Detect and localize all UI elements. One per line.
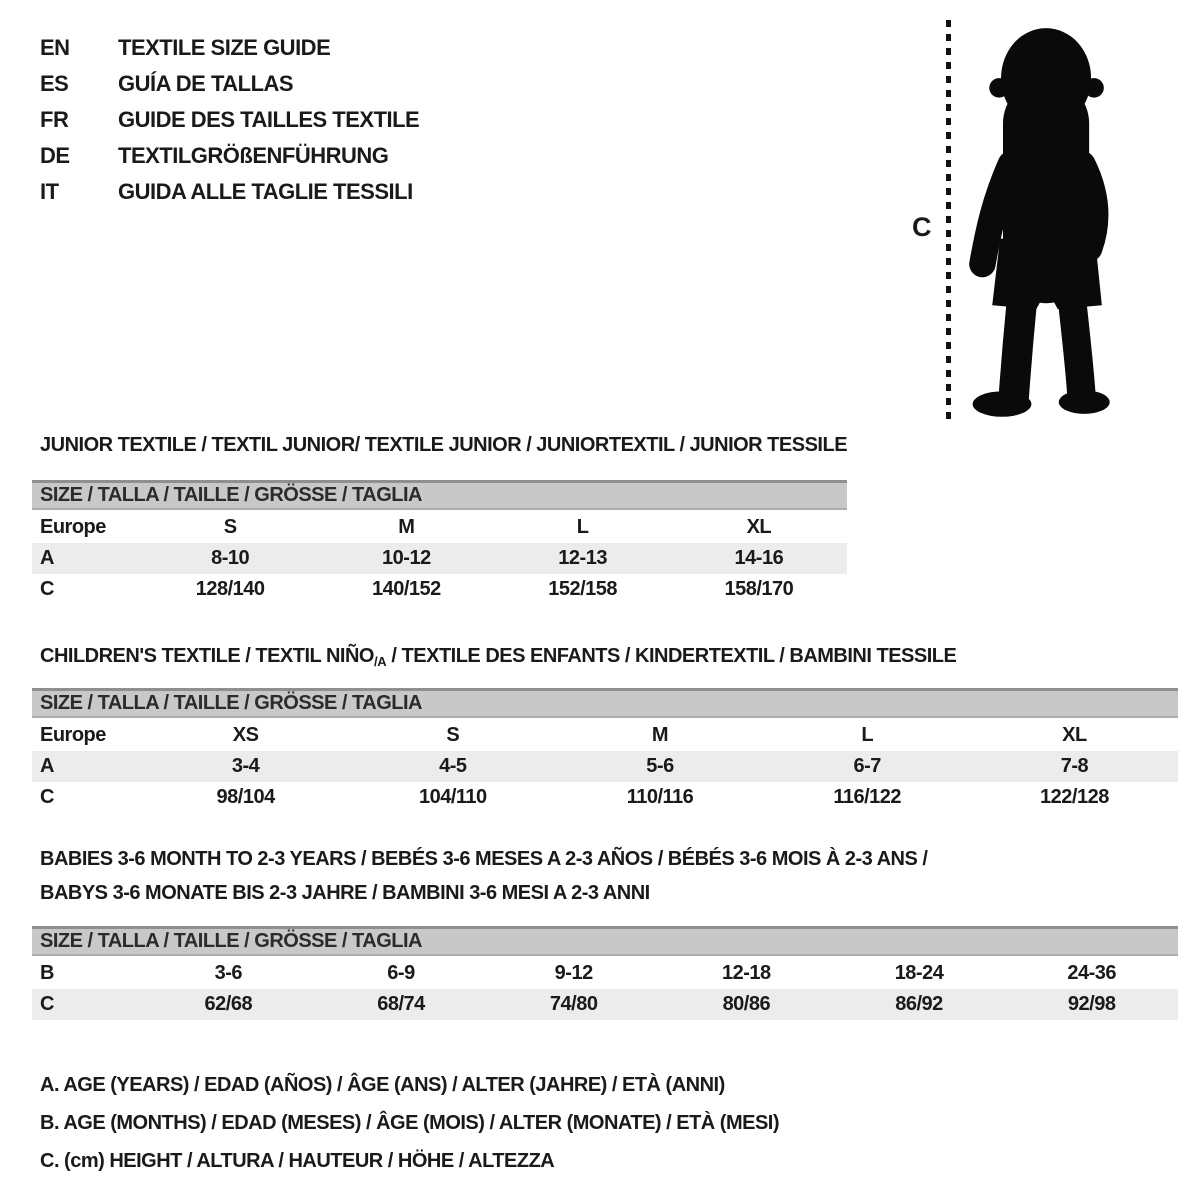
table-row — [32, 720, 1178, 751]
table-row — [32, 512, 847, 543]
age-cell: 6-9 — [387, 962, 415, 984]
junior-section-title: JUNIOR TEXTILE / TEXTIL JUNIOR/ TEXTILE JUNIOR / JUNIORTEXTIL / JUNIOR TESSILE — [40, 434, 848, 456]
row-label: B — [40, 962, 54, 984]
height-cell: 128/140 — [195, 578, 265, 600]
language-title-list — [40, 30, 419, 210]
height-cell: 152/158 — [548, 578, 618, 600]
age-cell: 10-12 — [382, 547, 431, 569]
list-item — [40, 138, 419, 174]
height-cell: 116/122 — [833, 786, 902, 808]
language-code: DE — [40, 143, 70, 168]
size-cell: M — [651, 724, 669, 746]
height-measure-dashed-line — [946, 20, 951, 420]
size-cell: XS — [232, 724, 259, 746]
size-header-band: SIZE / TALLA / TAILLE / GRÖSSE / TAGLIA — [32, 926, 1178, 956]
children-title-main: CHILDREN'S TEXTILE / TEXTIL NIÑO — [40, 645, 374, 667]
table-row — [32, 574, 847, 605]
size-cell: L — [576, 516, 589, 538]
babies-size-table — [32, 926, 1178, 1020]
age-cell: 12-13 — [558, 547, 607, 569]
language-code: IT — [40, 179, 59, 204]
children-size-table — [32, 688, 1178, 813]
legend-line-b: B. AGE (MONTHS) / EDAD (MESES) / ÂGE (MOIS) / ALTER (MONATE) / ETÀ (MESI) — [40, 1112, 780, 1134]
size-cell: XL — [746, 516, 772, 538]
age-cell: 9-12 — [554, 962, 593, 984]
age-cell: 18-24 — [894, 962, 944, 984]
height-cell: 74/80 — [549, 993, 598, 1015]
age-cell: 12-18 — [722, 962, 771, 984]
age-cell: 14-16 — [734, 547, 784, 569]
table-row — [32, 782, 1178, 813]
size-header-band: SIZE / TALLA / TAILLE / GRÖSSE / TAGLIA — [32, 688, 1178, 718]
row-label: A — [40, 755, 54, 777]
height-cell: 158/170 — [724, 578, 794, 600]
table-row — [32, 989, 1178, 1020]
row-label: C — [40, 993, 54, 1015]
language-code: ES — [40, 71, 69, 96]
height-cell: 122/128 — [1040, 786, 1109, 808]
guide-title: TEXTILGRÖßENFÜHRUNG — [118, 143, 389, 168]
size-cell: S — [223, 516, 237, 538]
measurement-legend — [40, 1066, 779, 1180]
age-cell: 5-6 — [646, 755, 674, 777]
language-code: FR — [40, 107, 69, 132]
children-section-title — [40, 645, 956, 668]
age-cell: 3-4 — [231, 755, 260, 777]
language-code: EN — [40, 35, 70, 60]
row-label: Europe — [40, 724, 106, 746]
height-cell: 98/104 — [216, 786, 275, 808]
height-cell: 92/98 — [1067, 993, 1116, 1015]
size-cell: XL — [1062, 724, 1087, 746]
height-cell: 140/152 — [371, 578, 441, 600]
children-title-sub: /A — [373, 654, 387, 669]
age-cell: 8-10 — [211, 547, 250, 569]
guide-title: TEXTILE SIZE GUIDE — [118, 35, 331, 60]
junior-size-table — [32, 480, 847, 605]
guide-title: GUIDE DES TAILLES TEXTILE — [118, 107, 420, 132]
age-cell: 24-36 — [1067, 962, 1117, 984]
height-cell: 68/74 — [377, 993, 425, 1015]
babies-title-line1: BABIES 3-6 MONTH TO 2-3 YEARS / BEBÉS 3-6 MESES A 2-3 AÑOS / BÉBÉS 3-6 MOIS À 2-3 ANS / — [40, 848, 928, 870]
height-cell: 86/92 — [895, 993, 943, 1015]
age-cell: 3-6 — [214, 962, 243, 984]
size-cell: S — [446, 724, 460, 746]
table-row — [32, 958, 1178, 989]
height-cell: 62/68 — [204, 993, 253, 1015]
row-label: C — [40, 578, 54, 600]
list-item — [40, 174, 419, 210]
age-cell: 4-5 — [439, 755, 467, 777]
size-cell: L — [861, 724, 874, 746]
legend-line-c: C. (cm) HEIGHT / ALTURA / HAUTEUR / HÖHE / ALTEZZA — [40, 1150, 555, 1172]
list-item — [40, 66, 419, 102]
baby-silhouette-icon — [956, 22, 1142, 420]
height-cell: 104/110 — [418, 786, 487, 808]
babies-title-line2: BABYS 3-6 MONATE BIS 2-3 JAHRE / BAMBINI 3-6 MESI A 2-3 ANNI — [40, 882, 650, 904]
children-title-rest: / TEXTILE DES ENFANTS / KINDERTEXTIL / BAMBINI TESSILE — [386, 645, 957, 667]
height-cell: 80/86 — [722, 993, 771, 1015]
height-cell: 110/116 — [626, 786, 694, 808]
measure-c-label: C — [912, 212, 932, 242]
row-label: C — [40, 786, 54, 808]
list-item — [40, 30, 419, 66]
list-item — [40, 102, 419, 138]
size-cell: M — [398, 516, 415, 538]
guide-title: GUIDA ALLE TAGLIE TESSILI — [118, 179, 413, 204]
table-row — [32, 543, 847, 574]
table-row — [32, 751, 1178, 782]
row-label: A — [40, 547, 54, 569]
row-label: Europe — [40, 516, 106, 538]
age-cell: 7-8 — [1060, 755, 1089, 777]
babies-section-title — [40, 842, 927, 910]
age-cell: 6-7 — [853, 755, 881, 777]
legend-line-a: A. AGE (YEARS) / EDAD (AÑOS) / ÂGE (ANS) / ALTER (JAHRE) / ETÀ (ANNI) — [40, 1074, 725, 1096]
size-header-band: SIZE / TALLA / TAILLE / GRÖSSE / TAGLIA — [32, 480, 847, 510]
guide-title: GUÍA DE TALLAS — [118, 71, 294, 96]
